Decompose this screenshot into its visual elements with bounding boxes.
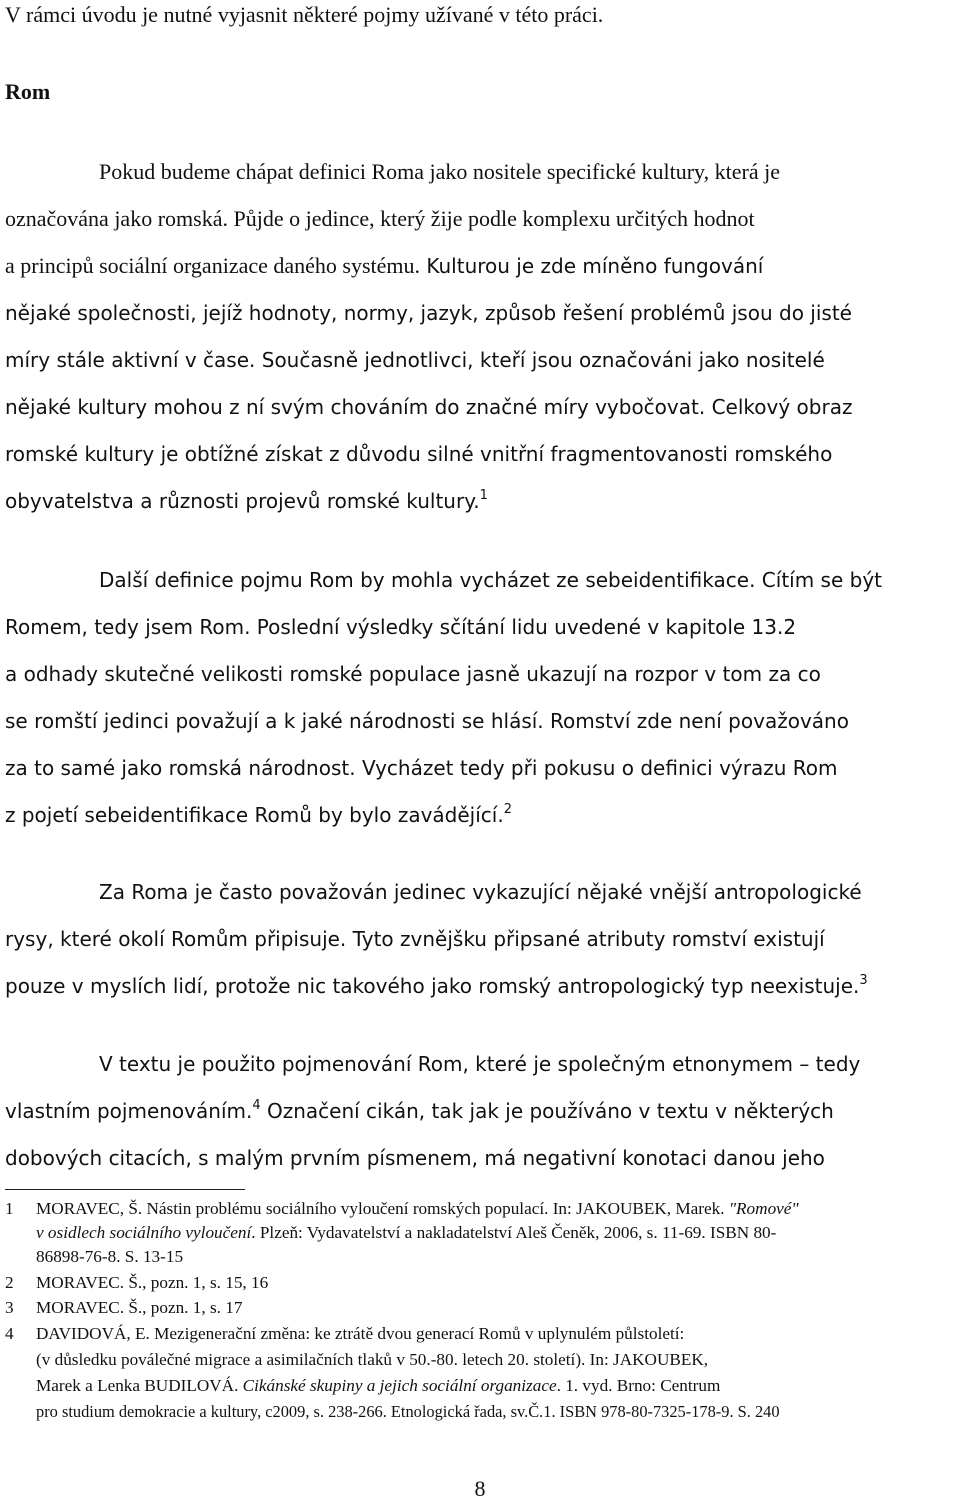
text-span: Cikánské skupiny a jejich sociální organizace <box>238 1376 557 1395</box>
text-line: označována jako romská. Půjde o jedince, který žije podle komplexu určitých hodnot <box>5 206 755 231</box>
text-line: V textu je použito pojmenování Rom, které je společným etnonymem – tedy <box>99 1052 861 1076</box>
footnote-line: pro studium demokracie a kultury, c2009, s. 238-266. Etnologická řada, sv.Č.1. ISBN 978-80-7325-178-9. S. 240 <box>36 1402 780 1421</box>
footnote-number: 1 <box>5 1199 14 1218</box>
text-span: míry stále aktivní v čase. <box>5 348 256 372</box>
text-span: nějaké kultury mohou z ní svým chováním do značné míry vybočovat. <box>5 395 706 419</box>
footnote-number: 3 <box>5 1298 14 1317</box>
footnote-ref: 4 <box>252 1098 261 1113</box>
section-heading: Rom <box>5 79 51 104</box>
text-line <box>5 488 488 514</box>
text-line <box>5 802 512 828</box>
footnote-line <box>36 1376 720 1396</box>
text-span: Kulturou je zde míněno fungování <box>420 254 764 278</box>
text-span: Další definice pojmu Rom by mohla vycházet ze sebeidentifikace. <box>99 568 756 592</box>
intro-text: V rámci úvodu je nutné vyjasnit některé pojmy užívané v této práci. <box>5 2 604 27</box>
text-line <box>5 973 868 999</box>
text-span: "Romové" <box>724 1199 799 1218</box>
text-span: Označení cikán, tak jak je používáno v textu v některých <box>260 1099 834 1123</box>
text-line: dobových citacích, s malým prvním písmenem, má negativní konotaci danou jeho <box>5 1146 825 1170</box>
text-line <box>5 926 825 952</box>
text-span: Celkový obraz <box>705 395 853 419</box>
text-line: Pokud budeme chápat definici Roma jako nositele specifické kultury, která je <box>99 159 780 184</box>
text-span: pouze v myslích lidí, protože nic takového jako romský antropologický typ neexistuje. <box>5 974 860 998</box>
text-span: rysy, které okolí Romům připisuje. <box>5 927 347 951</box>
text-span: MORAVEC, Š. Nástin problému sociálního vyloučení romských populací. In: JAKOUBEK, Marek. <box>36 1199 725 1218</box>
text-span: Vycházet tedy při pokusu o definici výrazu Rom <box>355 756 838 780</box>
footnote-line: MORAVEC. Š., pozn. 1, s. 15, 16 <box>36 1273 269 1292</box>
text-span: z pojetí sebeidentifikace Romů by bylo zavádějící. <box>5 803 504 827</box>
text-span: za to samé jako romská národnost. <box>5 756 356 780</box>
footnote-ref: 2 <box>503 802 512 817</box>
text-line <box>99 567 882 593</box>
text-line: Za Roma je často považován jedinec vykazující nějaké vnější antropologické <box>99 880 862 904</box>
text-line <box>5 755 838 781</box>
footnote-line: 86898-76-8. S. 13-15 <box>36 1247 184 1266</box>
footnote-line: MORAVEC. Š., pozn. 1, s. 17 <box>36 1298 243 1317</box>
footnote-line <box>36 1199 799 1219</box>
text-span: Romství zde není považováno <box>543 709 849 733</box>
text-line: nějaké společnosti, jejíž hodnoty, normy, jazyk, způsob řešení problémů jsou do jisté <box>5 301 852 325</box>
footnote-line <box>36 1223 776 1243</box>
text-line: romské kultury je obtížné získat z důvodu silné vnitřní fragmentovanosti romského <box>5 442 833 466</box>
page-number: 8 <box>474 1476 486 1501</box>
text-span: se romští jedinci považují a k jaké národnosti se hlásí. <box>5 709 544 733</box>
text-span: Poslední výsledky sčítání lidu uvedené v kapitole 13.2 <box>250 615 797 639</box>
text-span: . 1. vyd. Brno: Centrum <box>556 1376 721 1395</box>
text-span: v osidlech sociálního vyloučení <box>36 1223 252 1242</box>
footnote-line: DAVIDOVÁ, E. Mezigenerační změna: ke ztrátě dvou generací Romů v uplynulém půlstoletí: <box>36 1324 685 1343</box>
footnote-line: (v důsledku poválečné migrace a asimilačních tlaků v 50.-80. letech 20. století). In: JAKOUBEK, <box>36 1350 709 1369</box>
text-span: vlastním pojmenováním. <box>5 1099 253 1123</box>
footnote-number: 2 <box>5 1273 14 1292</box>
text-span: Současně jednotlivci, kteří jsou označováni jako nositelé <box>255 348 825 372</box>
text-span: Cítím se být <box>755 568 883 592</box>
text-span: Marek a Lenka BUDILOVÁ. <box>36 1376 239 1395</box>
footnote-separator <box>5 1189 245 1190</box>
text-line <box>5 253 763 279</box>
text-line: a odhady skutečné velikosti romské populace jasně ukazují na rozpor v tom za co <box>5 662 821 686</box>
footnote-ref: 1 <box>479 488 488 503</box>
text-span: a principů sociální organizace daného systému. <box>5 253 421 278</box>
text-line <box>5 614 796 640</box>
text-line <box>5 347 825 373</box>
text-line <box>5 1098 834 1124</box>
text-span: Romem, tedy jsem Rom. <box>5 615 251 639</box>
text-span: Tyto zvnějšku připsané atributy romství existují <box>346 927 825 951</box>
text-span: obyvatelstva a různosti projevů romské kultury. <box>5 489 480 513</box>
footnote-number: 4 <box>5 1324 14 1343</box>
text-line <box>5 708 849 734</box>
footnote-ref: 3 <box>859 973 868 988</box>
text-span: . Plzeň: Vydavatelství a nakladatelství Aleš Čeněk, 2006, s. 11-69. ISBN 80- <box>251 1223 777 1242</box>
text-line <box>5 394 852 420</box>
